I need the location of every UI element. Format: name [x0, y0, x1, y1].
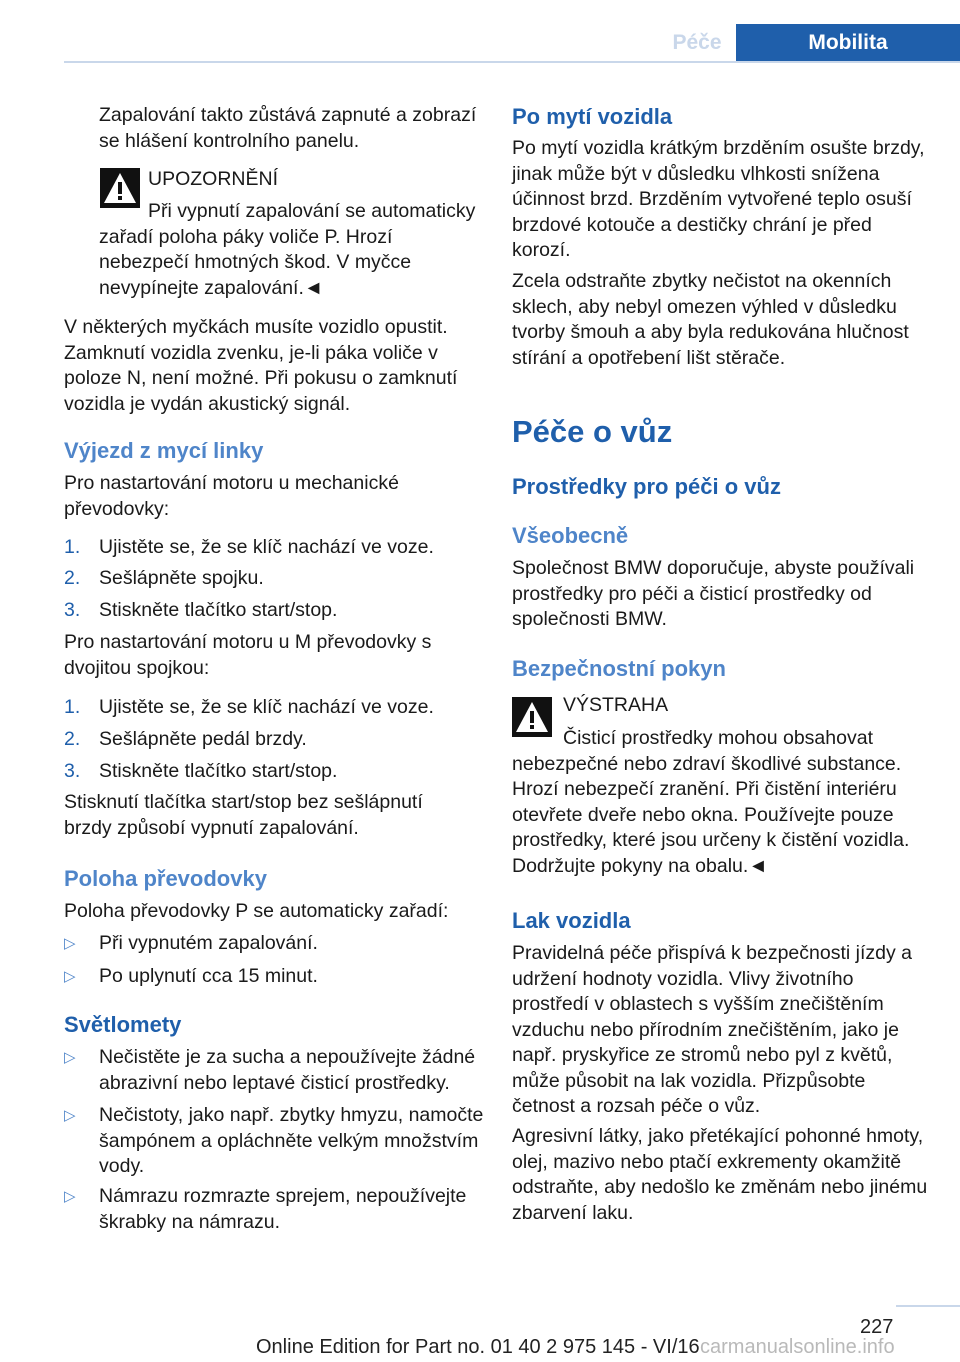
footer-divider — [896, 1305, 960, 1307]
triangle-bullet-icon: ▷ — [64, 935, 76, 952]
paragraph-dct: Pro nastartování motoru u M převodovky s dvojitou spojkou: — [64, 631, 432, 679]
list-item-text: Ujistěte se, že se klíč nachází ve voze. — [99, 536, 434, 558]
heading-general: Všeobecně — [512, 523, 629, 548]
triangle-bullet-icon: ▷ — [64, 1188, 76, 1205]
list-number: 1. — [64, 536, 81, 558]
paragraph-paint-2: Agresivní látky, jako přetékající pohonné hmoty, olej, mazivo nebo ptačí exkrementy okamžitě odstraňte, aby nedošlo ke změnám nebo jinému zbarvení laku. — [512, 1125, 928, 1224]
list-number: 1. — [64, 696, 81, 718]
heading-gear-position: Poloha převodovky — [64, 866, 267, 891]
header-divider — [64, 61, 960, 63]
heading-car-care: Péče o vůz — [512, 414, 673, 449]
paragraph-ignition: Zapalování takto zůstává zapnuté a zobrazí se hlášení kontrolního panelu. — [99, 104, 477, 152]
list-number: 3. — [64, 760, 81, 782]
paragraph-general: Společnost BMW doporučuje, abyste používali prostředky pro péči a čisticí prostředky od společnosti BMW. — [512, 557, 915, 630]
footer-edition: Online Edition for Part no. 01 40 2 975 145 - VI/16 — [256, 1336, 700, 1358]
list-item-text: Námrazu rozmrazte sprejem, nepoužívejte škrabky na námrazu. — [99, 1185, 467, 1233]
list-item-text: Sešlápněte pedál brzdy. — [99, 728, 307, 750]
paragraph-press: Stisknutí tlačítka start/stop bez sešlápnutí brzdy způsobí vypnutí zapalování. — [64, 791, 423, 839]
warning-title: UPOZORNĚNÍ — [148, 168, 279, 190]
paragraph-manual: Pro nastartování motoru u mechanické převodovky: — [64, 472, 399, 520]
list-number: 2. — [64, 567, 81, 589]
paragraph-after-wash-1: Po mytí vozidla krátkým brzděním osušte brzdy, jinak může být v důsledku vlhkosti snížena účinnost brzd. Brzděním vytvořené teplo osuší brzdové kotouče a destičky chrání je před korozí. — [512, 137, 925, 261]
watermark: carmanualsonline.info — [700, 1336, 895, 1358]
paragraph-some-washes: V některých myčkách musíte vozidlo opustit. Zamknutí vozidla zvenku, je-li páka voliče v poloze N, není možné. Při pokusu o zamknutí vozidla je vydán akustický signál. — [64, 316, 458, 415]
list-item-text: Stiskněte tlačítko start/stop. — [99, 760, 338, 782]
list-item-text: Sešlápněte spojku. — [99, 567, 264, 589]
list-item-text: Po uplynutí cca 15 minut. — [99, 965, 318, 987]
page-number: 227 — [860, 1316, 894, 1338]
tab-care[interactable]: Péče — [658, 24, 736, 62]
tab-mobility[interactable]: Mobilita — [736, 24, 960, 62]
heading-headlights: Světlomety — [64, 1012, 182, 1037]
warning-title: VÝSTRAHA — [563, 694, 669, 716]
paragraph-paint-1: Pravidelná péče přispívá k bezpečnosti jízdy a udržení hodnoty vozidla. Vlivy životního prostředí v oblastech s vyšším znečištěním vzduchu nebo přírodním znečištěním, jako je např. pryskyřice ze stromů nebo pyl z květů, může působit na lak vozidla. Přizpůsobte četnost a rozsah péče o vůz. — [512, 942, 912, 1117]
heading-exit-wash: Výjezd z mycí linky — [64, 438, 264, 463]
list-item-text: Nečistěte je za sucha a nepoužívejte žádné abrazivní nebo leptavé čisticí prostředky. — [99, 1046, 476, 1094]
heading-care-products: Prostředky pro péči o vůz — [512, 474, 781, 499]
list-item-text: Nečistoty, jako např. zbytky hmyzu, namočte šampónem a opláchněte velkým množstvím vody. — [99, 1104, 484, 1177]
heading-after-wash: Po mytí vozidla — [512, 104, 673, 129]
triangle-bullet-icon: ▷ — [64, 968, 76, 985]
heading-paint: Lak vozidla — [512, 908, 631, 933]
warning-text: Čisticí prostředky mohou obsahovat nebezpečné nebo zdraví škodlivé substance. Hrozí nebezpečí zranění. Při čistění interiéru otevřete dveře nebo okna. Používejte pouze prostředky, které jsou určeny k čistění vozidla. Dodržujte pokyny na obalu.◄ — [512, 727, 910, 877]
triangle-bullet-icon: ▷ — [64, 1049, 76, 1066]
list-item-text: Ujistěte se, že se klíč nachází ve voze. — [99, 696, 434, 718]
warning-text: Při vypnutí zapalování se automaticky zařadí poloha páky voliče P. Hrozí nebezpečí hmotných škod. V myčce nevypínejte zapalování.◄ — [99, 200, 476, 299]
triangle-bullet-icon: ▷ — [64, 1107, 76, 1124]
paragraph-after-wash-2: Zcela odstraňte zbytky nečistot na okenních sklech, aby nebyl omezen výhled v důsledku tvorby šmouh a aby byla redukována hlučnost stírání a opotřebení lišt stěrače. — [512, 270, 909, 369]
paragraph-gear: Poloha převodovky P se automaticky zařadí: — [64, 900, 449, 922]
list-number: 2. — [64, 728, 81, 750]
list-item-text: Stiskněte tlačítko start/stop. — [99, 599, 338, 621]
list-item-text: Při vypnutém zapalování. — [99, 932, 318, 954]
heading-safety-note: Bezpečnostní pokyn — [512, 656, 726, 681]
list-number: 3. — [64, 599, 81, 621]
